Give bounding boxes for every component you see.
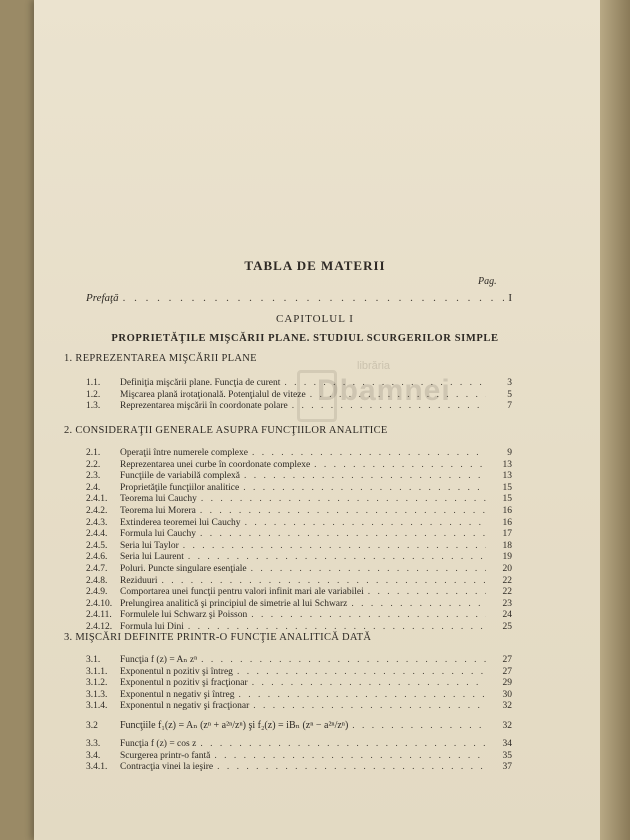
leader-dots <box>352 713 486 739</box>
toc-entry-number: 3.4. <box>86 750 101 761</box>
toc-entry-number: 2.4.6. <box>86 552 108 563</box>
toc-entry <box>86 690 512 702</box>
leader-dots <box>314 460 486 472</box>
toc-entry-title: Operaţii între numerele complexe <box>120 448 248 458</box>
toc-entry-title: Contracţia vinei la ieşire <box>120 762 214 773</box>
toc-entry <box>86 713 512 739</box>
leader-dots <box>252 678 486 690</box>
toc-entry-title: Poluri. Puncte singulare esenţiale <box>120 563 247 574</box>
toc-entry-title: Definiţia mişcării plane. Funcţia de curent <box>120 378 281 388</box>
toc-entry-title: Exponentul n negativ şi întreg <box>120 689 235 700</box>
toc-entry-page: 37 <box>502 762 512 773</box>
leader-dots <box>201 655 486 667</box>
toc-entry <box>86 471 512 483</box>
toc-entry-title: Formula lui Dini <box>120 621 184 632</box>
toc-entry <box>86 448 512 460</box>
toc-entry-page: 20 <box>502 563 512 574</box>
toc-entry <box>86 494 512 506</box>
leader-dots <box>243 483 486 495</box>
toc-entry-number: 2.4.4. <box>86 529 108 540</box>
preface-row <box>86 292 512 304</box>
toc-entry-title: Funcţiile de variabilă complexă <box>120 471 241 482</box>
leader-dots <box>292 401 486 413</box>
leader-dots <box>183 541 486 553</box>
toc-entry-title: Exponentul n pozitiv şi fracţionar <box>120 678 248 689</box>
toc-entry-page: 16 <box>502 517 512 528</box>
toc-entry-title: Teorema lui Morera <box>120 505 196 516</box>
toc-entry-number: 2.4.10. <box>86 598 113 609</box>
toc-entry-list <box>86 378 512 413</box>
toc-entry <box>86 655 512 667</box>
toc-entry-title: Scurgerea printr-o fantă <box>120 750 211 761</box>
toc-entry-page: 7 <box>507 401 512 412</box>
toc-entry-number: 2.4.3. <box>86 517 108 528</box>
book-gutter <box>600 0 630 840</box>
leader-dots <box>239 690 486 702</box>
toc-entry-number: 1.3. <box>86 401 101 412</box>
toc-entry-page: 32 <box>502 720 512 731</box>
toc-entry-page: 13 <box>502 471 512 482</box>
toc-entry-page: 34 <box>502 738 512 749</box>
toc-entry <box>86 599 512 611</box>
toc-entry-page: 32 <box>502 701 512 712</box>
toc-entry-title: Reprezentarea mişcării în coordonate polare <box>120 401 288 412</box>
toc-entry-page: 27 <box>502 655 512 665</box>
toc-entry-title: Funcţia f (z) = cos z <box>120 738 197 749</box>
toc-entry-title: Funcţia f (z) = Aₙ zⁿ <box>120 655 198 665</box>
toc-entry-title: Teorema lui Cauchy <box>120 494 197 505</box>
leader-dots <box>161 576 486 588</box>
toc-entry-title: Exponentul n pozitiv şi întreg <box>120 666 233 677</box>
leader-dots <box>188 552 486 564</box>
leader-dots <box>310 390 486 402</box>
leader-dots <box>237 667 486 679</box>
toc-entry-number: 3.1.3. <box>86 689 108 700</box>
toc-entry-number: 3.1.4. <box>86 701 108 712</box>
toc-entry-title: Mişcarea plană irotaţională. Potenţialul de viteze <box>120 389 306 400</box>
toc-entry <box>86 576 512 588</box>
chapter-title: PROPRIETĂŢILE MIŞCĂRII PLANE. STUDIUL SCURGERILOR SIMPLE <box>111 333 499 344</box>
leader-dots <box>200 529 486 541</box>
toc-entry <box>86 378 512 390</box>
leader-dots <box>123 292 505 304</box>
section-heading: 2. CONSIDERAŢII GENERALE ASUPRA FUNCŢIILOR ANALITICE <box>64 425 388 436</box>
toc-entry-list <box>86 655 512 774</box>
toc-entry-number: 2.4.11. <box>86 610 112 621</box>
toc-entry-title: Reprezentarea unei curbe în coordonate complexe <box>120 459 311 470</box>
toc-entry <box>86 552 512 564</box>
toc-entry-page: 29 <box>502 678 512 689</box>
toc-entry <box>86 529 512 541</box>
toc-entry-page: 16 <box>502 505 512 516</box>
toc-entry-page: 9 <box>507 448 512 458</box>
toc-entry-number: 2.3. <box>86 471 101 482</box>
toc-entry-title: Formulele lui Schwarz şi Poisson <box>120 610 248 621</box>
toc-entry <box>86 667 512 679</box>
toc-entry-title: Prelungirea analitică şi principiul de simetrie al lui Schwarz <box>120 598 348 609</box>
leader-dots <box>200 739 486 751</box>
leader-dots <box>214 751 486 763</box>
toc-entry-number: 2.4.12. <box>86 621 113 632</box>
leader-dots <box>368 587 486 599</box>
preface-label: Prefaţă <box>86 292 119 304</box>
toc-entry-page: 30 <box>502 689 512 700</box>
toc-entry-number: 3.2 <box>86 720 98 731</box>
toc-entry <box>86 610 512 622</box>
toc-entry-number: 2.4.9. <box>86 587 108 598</box>
leader-dots <box>245 518 486 530</box>
section-heading: 1. REPREZENTAREA MIŞCĂRII PLANE <box>64 353 257 364</box>
toc-entry-page: 22 <box>502 575 512 586</box>
chapter-label: CAPITOLUL I <box>276 313 354 325</box>
toc-entry-number: 1.2. <box>86 389 101 400</box>
leader-dots <box>252 448 486 460</box>
watermark-brand: Dbamnei <box>317 374 451 407</box>
toc-title: TABLA DE MATERII <box>244 258 386 273</box>
leader-dots <box>251 564 486 576</box>
toc-entry <box>86 751 512 763</box>
toc-entry-title: Reziduuri <box>120 575 158 586</box>
toc-entry-title: Seria lui Laurent <box>120 552 184 563</box>
toc-entry-number: 2.4.5. <box>86 540 108 551</box>
toc-entry-page: 22 <box>502 587 512 598</box>
toc-entry-title: Comportarea unei funcţii pentru valori infinit mari ale variabilei <box>120 587 364 598</box>
section-heading: 3. MIŞCĂRI DEFINITE PRINTR-O FUNCŢIE ANALITICĂ DATĂ <box>64 632 372 643</box>
toc-entry-page: 5 <box>507 389 512 400</box>
toc-entry-number: 1.1. <box>86 378 101 388</box>
toc-entry <box>86 460 512 472</box>
toc-entry <box>86 762 512 774</box>
leader-dots <box>251 610 486 622</box>
toc-entry-page: 24 <box>502 610 512 621</box>
toc-entry-number: 3.1.2. <box>86 678 108 689</box>
leader-dots <box>200 506 486 518</box>
toc-entry-number: 3.1.1. <box>86 666 108 677</box>
toc-entry-page: 18 <box>502 540 512 551</box>
toc-entry-page: 25 <box>502 621 512 632</box>
toc-entry <box>86 587 512 599</box>
toc-entry <box>86 518 512 530</box>
toc-entry-title: Proprietăţile funcţiilor analitice <box>120 482 240 493</box>
toc-entry-number: 3.4.1. <box>86 762 108 773</box>
toc-entry-number: 2.2. <box>86 459 101 470</box>
toc-entry-number: 3.1. <box>86 655 101 665</box>
leader-dots <box>253 701 486 713</box>
leader-dots <box>201 494 486 506</box>
toc-entry-number: 2.4. <box>86 482 101 493</box>
toc-entry <box>86 701 512 713</box>
leader-dots <box>244 471 486 483</box>
toc-entry-number: 2.1. <box>86 448 101 458</box>
toc-entry-page: 13 <box>502 459 512 470</box>
toc-entry-title: Seria lui Taylor <box>120 540 179 551</box>
watermark-small-text: librăria <box>357 360 391 372</box>
toc-entry <box>86 401 512 413</box>
toc-entry-number: 2.4.8. <box>86 575 108 586</box>
toc-entry-page: 23 <box>502 598 512 609</box>
toc-entry-title: Funcţiile f₁(z) = Aₙ (zⁿ + a²ⁿ/zⁿ) şi f₂(z) = iBₙ (zⁿ − a²ⁿ/zⁿ) <box>120 719 349 731</box>
toc-entry <box>86 483 512 495</box>
page-column-label: Pag. <box>478 276 497 287</box>
toc-entry-title: Extinderea teoremei lui Cauchy <box>120 517 241 528</box>
toc-entry-number: 2.4.7. <box>86 563 108 574</box>
toc-entry-title: Formula lui Cauchy <box>120 529 196 540</box>
toc-entry-page: 17 <box>502 529 512 540</box>
leader-dots <box>284 378 486 390</box>
toc-entry <box>86 739 512 751</box>
toc-entry-page: 35 <box>502 750 512 761</box>
leader-dots <box>217 762 486 774</box>
toc-entry <box>86 678 512 690</box>
toc-entry-list <box>86 448 512 634</box>
toc-entry <box>86 390 512 402</box>
toc-entry-number: 2.4.2. <box>86 505 108 516</box>
toc-entry-page: 15 <box>502 494 512 505</box>
toc-entry <box>86 564 512 576</box>
toc-entry-number: 3.3. <box>86 738 101 749</box>
toc-entry-page: 19 <box>502 552 512 563</box>
toc-entry <box>86 541 512 553</box>
toc-entry-number: 2.4.1. <box>86 494 108 505</box>
toc-entry-page: 3 <box>507 378 512 388</box>
toc-entry <box>86 506 512 518</box>
toc-entry-title: Exponentul n negativ şi fracţionar <box>120 701 250 712</box>
toc-entry-page: 27 <box>502 666 512 677</box>
preface-page: I <box>508 292 512 304</box>
leader-dots <box>351 599 486 611</box>
toc-entry-page: 15 <box>502 482 512 493</box>
